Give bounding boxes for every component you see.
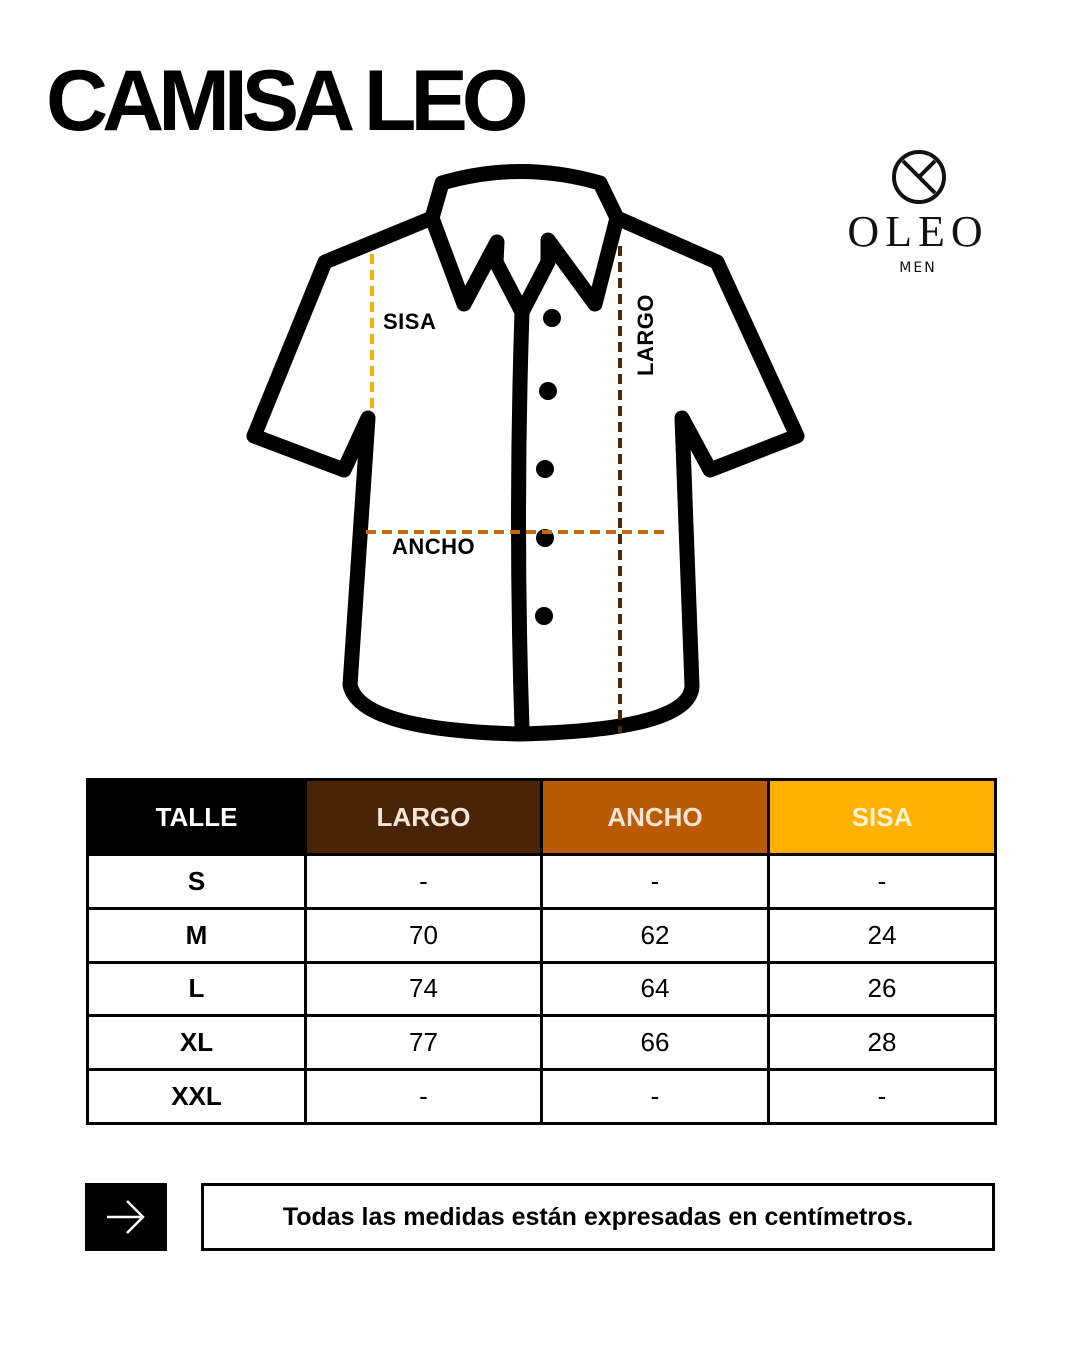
header-ancho: ANCHO (542, 780, 769, 855)
largo-cell: 74 (306, 962, 542, 1016)
size-cell: XL (88, 1016, 306, 1070)
arrow-right-icon (105, 1198, 147, 1236)
ancho-cell: - (542, 1070, 769, 1124)
largo-cell: - (306, 855, 542, 909)
brand-sub: MEN (899, 260, 937, 276)
ancho-cell: 62 (542, 908, 769, 962)
table-row (88, 1070, 996, 1124)
table-row (88, 908, 996, 962)
header-talle: TALLE (88, 780, 306, 855)
sisa-cell: 28 (769, 1016, 996, 1070)
size-table-header-row (88, 780, 996, 855)
page-title: CAMISA LEO (46, 53, 523, 149)
sisa-cell: - (769, 855, 996, 909)
sisa-cell: - (769, 1070, 996, 1124)
header-largo: LARGO (306, 780, 542, 855)
largo-cell: - (306, 1070, 542, 1124)
note-arrow-box (85, 1183, 167, 1251)
sisa-cell: 26 (769, 962, 996, 1016)
table-row (88, 855, 996, 909)
ancho-cell: - (542, 855, 769, 909)
ancho-cell: 66 (542, 1016, 769, 1070)
ancho-cell: 64 (542, 962, 769, 1016)
table-row (88, 962, 996, 1016)
brand-name: OLEO (847, 207, 989, 256)
diagram-label-sisa: SISA (383, 309, 437, 334)
size-cell: M (88, 908, 306, 962)
sisa-cell: 24 (769, 908, 996, 962)
table-row (88, 1016, 996, 1070)
units-note: Todas las medidas están expresadas en centímetros. (201, 1183, 995, 1251)
size-table (86, 778, 997, 1125)
largo-cell: 70 (306, 908, 542, 962)
size-cell: L (88, 962, 306, 1016)
diagram-label-ancho: ANCHO (392, 534, 476, 559)
size-cell: XXL (88, 1070, 306, 1124)
largo-cell: 77 (306, 1016, 542, 1070)
size-cell: S (88, 855, 306, 909)
diagram-label-largo: LARGO (633, 294, 658, 376)
header-sisa: SISA (769, 780, 996, 855)
